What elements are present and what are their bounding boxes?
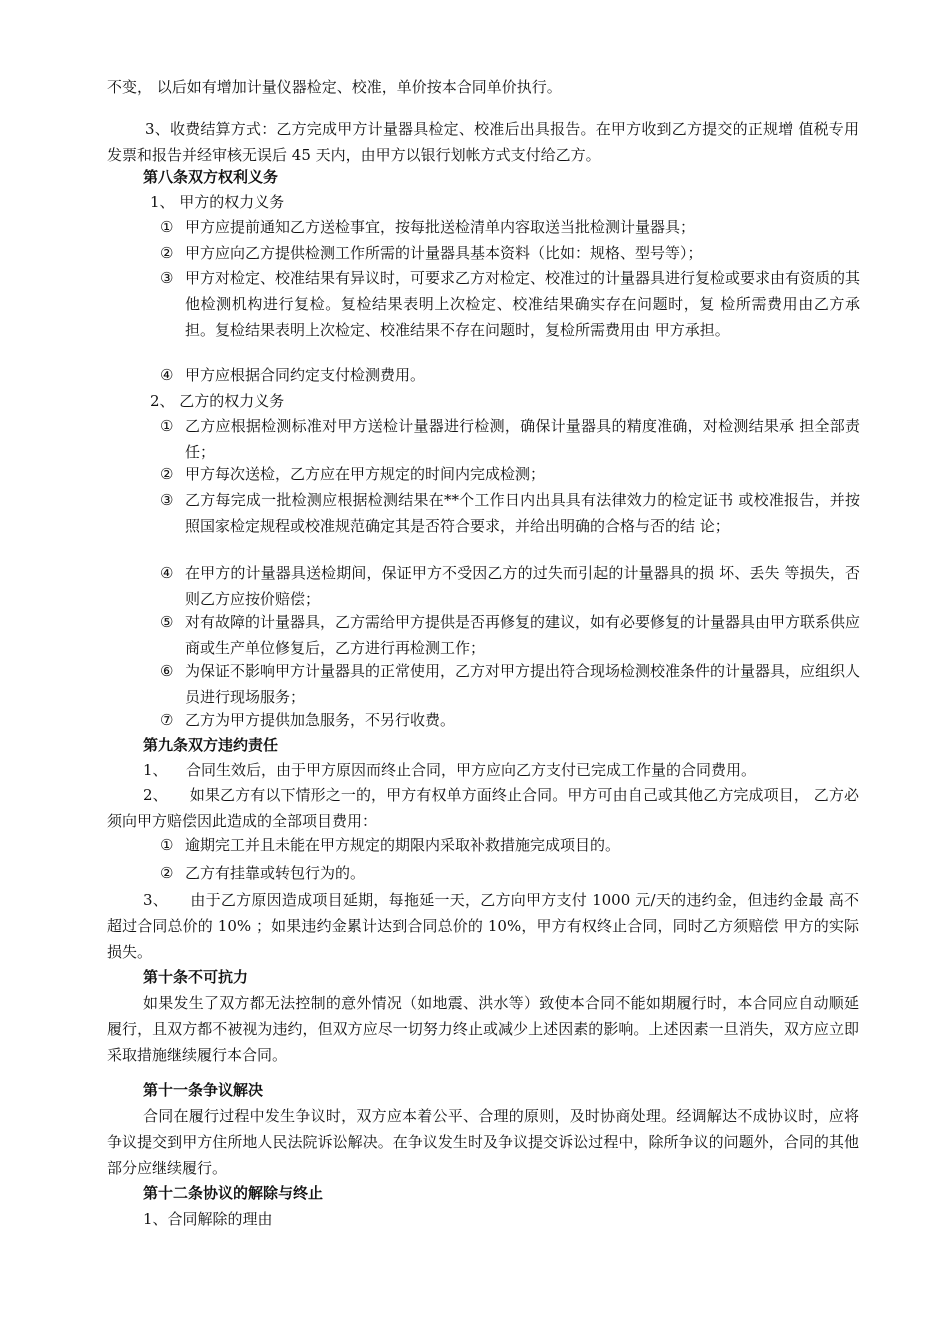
article-11-heading: 第十一条争议解决 [143,1081,264,1099]
article-9-clause-1: 1、 合同生效后，由于甲方原因而终止合同，甲方应向乙方支付已完成工作量的合同费用。 [143,761,757,779]
article-10-body: 如果发生了双方都无法控制的意外情况（如地震、洪水等）致使本合同不能如期履行时，本合同应自动顺延履行，且双方都不被视为违约，但双方应尽一切努力终止或减少上述因素的影响。上述因素一旦消失，双方应立即采取措施继续履行本合同。 [107,994,859,1064]
article-11-body: 合同在履行过程中发生争议时，双方应本着公平、合理的原则，及时协商处理。经调解达不成协议时，应将争议提交到甲方住所地人民法院诉讼解决。在争议发生时及争议提交诉讼过程中，除所争议的问题外，合同的其他部分应继续履行。 [107,1107,859,1177]
article-12-heading: 第十二条协议的解除与终止 [143,1184,324,1202]
article-12-section-1-heading: 1、合同解除的理由 [143,1210,273,1228]
document-page: 不变， 以后如有增加计量仪器检定、校准，单价按本合同单价执行。 3、收费结算方式：乙方完成甲方计量器具检定、校准后出具报告。在甲方收到乙方提交的正规增 值税专用发票和报告并经审核无误后 45 天内，由甲方以银行划帐方式支付给乙方。 第八条双方权利义务 1、 甲方的权力义务 ① 甲方应提前通知乙方送检事宜，按每批送检清单内容取送当批检测计量器具； ② 甲方应向乙方提供检测工作所需的计量器具基本资料（比如：规格、型号等）； ③ 甲方对检定、校准结果有异议时，可要求乙方对检定、校准过的计量器具进行复检或要求由有资质的其他检测机构进行复检。复检结果表明上次检定、校准结果确实存在问题时，复 检所需费用由乙方承担。复检结果表明上次检定、校准结果不存在问题时，复检所需费用由 甲方承担。 ④ 甲方应根据合同约定支付检测费用。 2、 乙方的权力义务 ① 乙方应根据检测标准对甲方送检计量器进行检测，确保计量器具的精度准确，对检测结果承 担全部责任； ② 甲方每次送检，乙方应在甲方规定的时间内完成检测； ③ 乙方每完成一批检测应根据检测结果在**个工作日内出具具有法律效力的检定证书 或校准报告，并按照国家检定规程或校准规范确定其是否符合要求，并给出明确的合格与否的结 论； ④ 在甲方的计量器具送检期间，保证甲方不受因乙方的过失而引起的计量器具的损 坏、丢失 等损失，否则乙方应按价赔偿； ⑤ 对有故障的计量器具，乙方需给甲方提供是否再修复的建议，如有必要修复的计量器具由甲方联系供应商或生产单位修复后，乙方进行再检测工作； ⑥ 为保证不影响甲方计量器具的正常使用，乙方对甲方提出符合现场检测校准条件的计量器具，应组织人员进行现场服务； ⑦ 乙方为甲方提供加急服务，不另行收费。 第九条双方违约责任 1、 合同生效后，由于甲方原因而终止合同，甲方应向乙方支付已完成工作量的合同费用。 2、 如果乙方有以下情形之一的，甲方有权单方面终止合同。甲方可由自己或其他乙方完成项目， 乙方必须向甲方赔偿因此造成的全部项目费用： ① 逾期完工并且未能在甲方规定的期限内采取补救措施完成项目的。 ② 乙方有挂靠或转包行为的。 3、 由于乙方原因造成项目延期，每拖延一天，乙方向甲方支付 1000 元/天的违约金，但违约金最 高不超过合同总价的 10% ；如果违约金累计达到合同总价的 10%，甲方有权终止合同，同时乙方须赔偿 甲方的实际损失。 第十条不可抗力 如果发生了双方都无法控制的意外情况（如地震、洪水等）致使本合同不能如期履行时，本合同应自动顺延履行，且双方都不被视为违约，但双方应尽一切努力终止或减少上述因素的影响。上述因素一旦消失，双方应立即采取措施继续履行本合同。 第十一条争议解决 合同在履行过程中发生争议时，双方应本着公平、合理的原则，及时协商处理。经调解达不成协议时，应将争议提交到甲方住所地人民法院诉讼解决。在争议发生时及争议提交诉讼过程中，除所争议的问题外，合同的其他部分应继续履行。 第十二条协议的解除与终止 1、合同解除的理由 [0,0,950,1344]
paragraph-payment-method: 3、收费结算方式：乙方完成甲方计量器具检定、校准后出具报告。在甲方收到乙方提交的正规增 值税专用发票和报告并经审核无误后 45 天内，由甲方以银行划帐方式支付给乙方。 [107,120,859,164]
article-9-heading: 第九条双方违约责任 [143,736,279,754]
article-9-clause-2: 2、 如果乙方有以下情形之一的，甲方有权单方面终止合同。甲方可由自己或其他乙方完成项目， 乙方必须向甲方赔偿因此造成的全部项目费用： [107,786,859,830]
article-9-clause-3: 3、 由于乙方原因造成项目延期，每拖延一天，乙方向甲方支付 1000 元/天的违约金，但违约金最 高不超过合同总价的 10% ；如果违约金累计达到合同总价的 10%，甲方有权终止合同，同时乙方须赔偿 甲方的实际损失。 [107,891,859,961]
article-8-heading: 第八条双方权利义务 [143,168,279,186]
paragraph-unit-price: 不变， 以后如有增加计量仪器检定、校准，单价按本合同单价执行。 [107,78,562,96]
article-10-heading: 第十条不可抗力 [143,968,249,986]
article-8-section-1-heading: 1、 甲方的权力义务 [150,193,285,211]
article-8-section-2-heading: 2、 乙方的权力义务 [150,392,285,410]
